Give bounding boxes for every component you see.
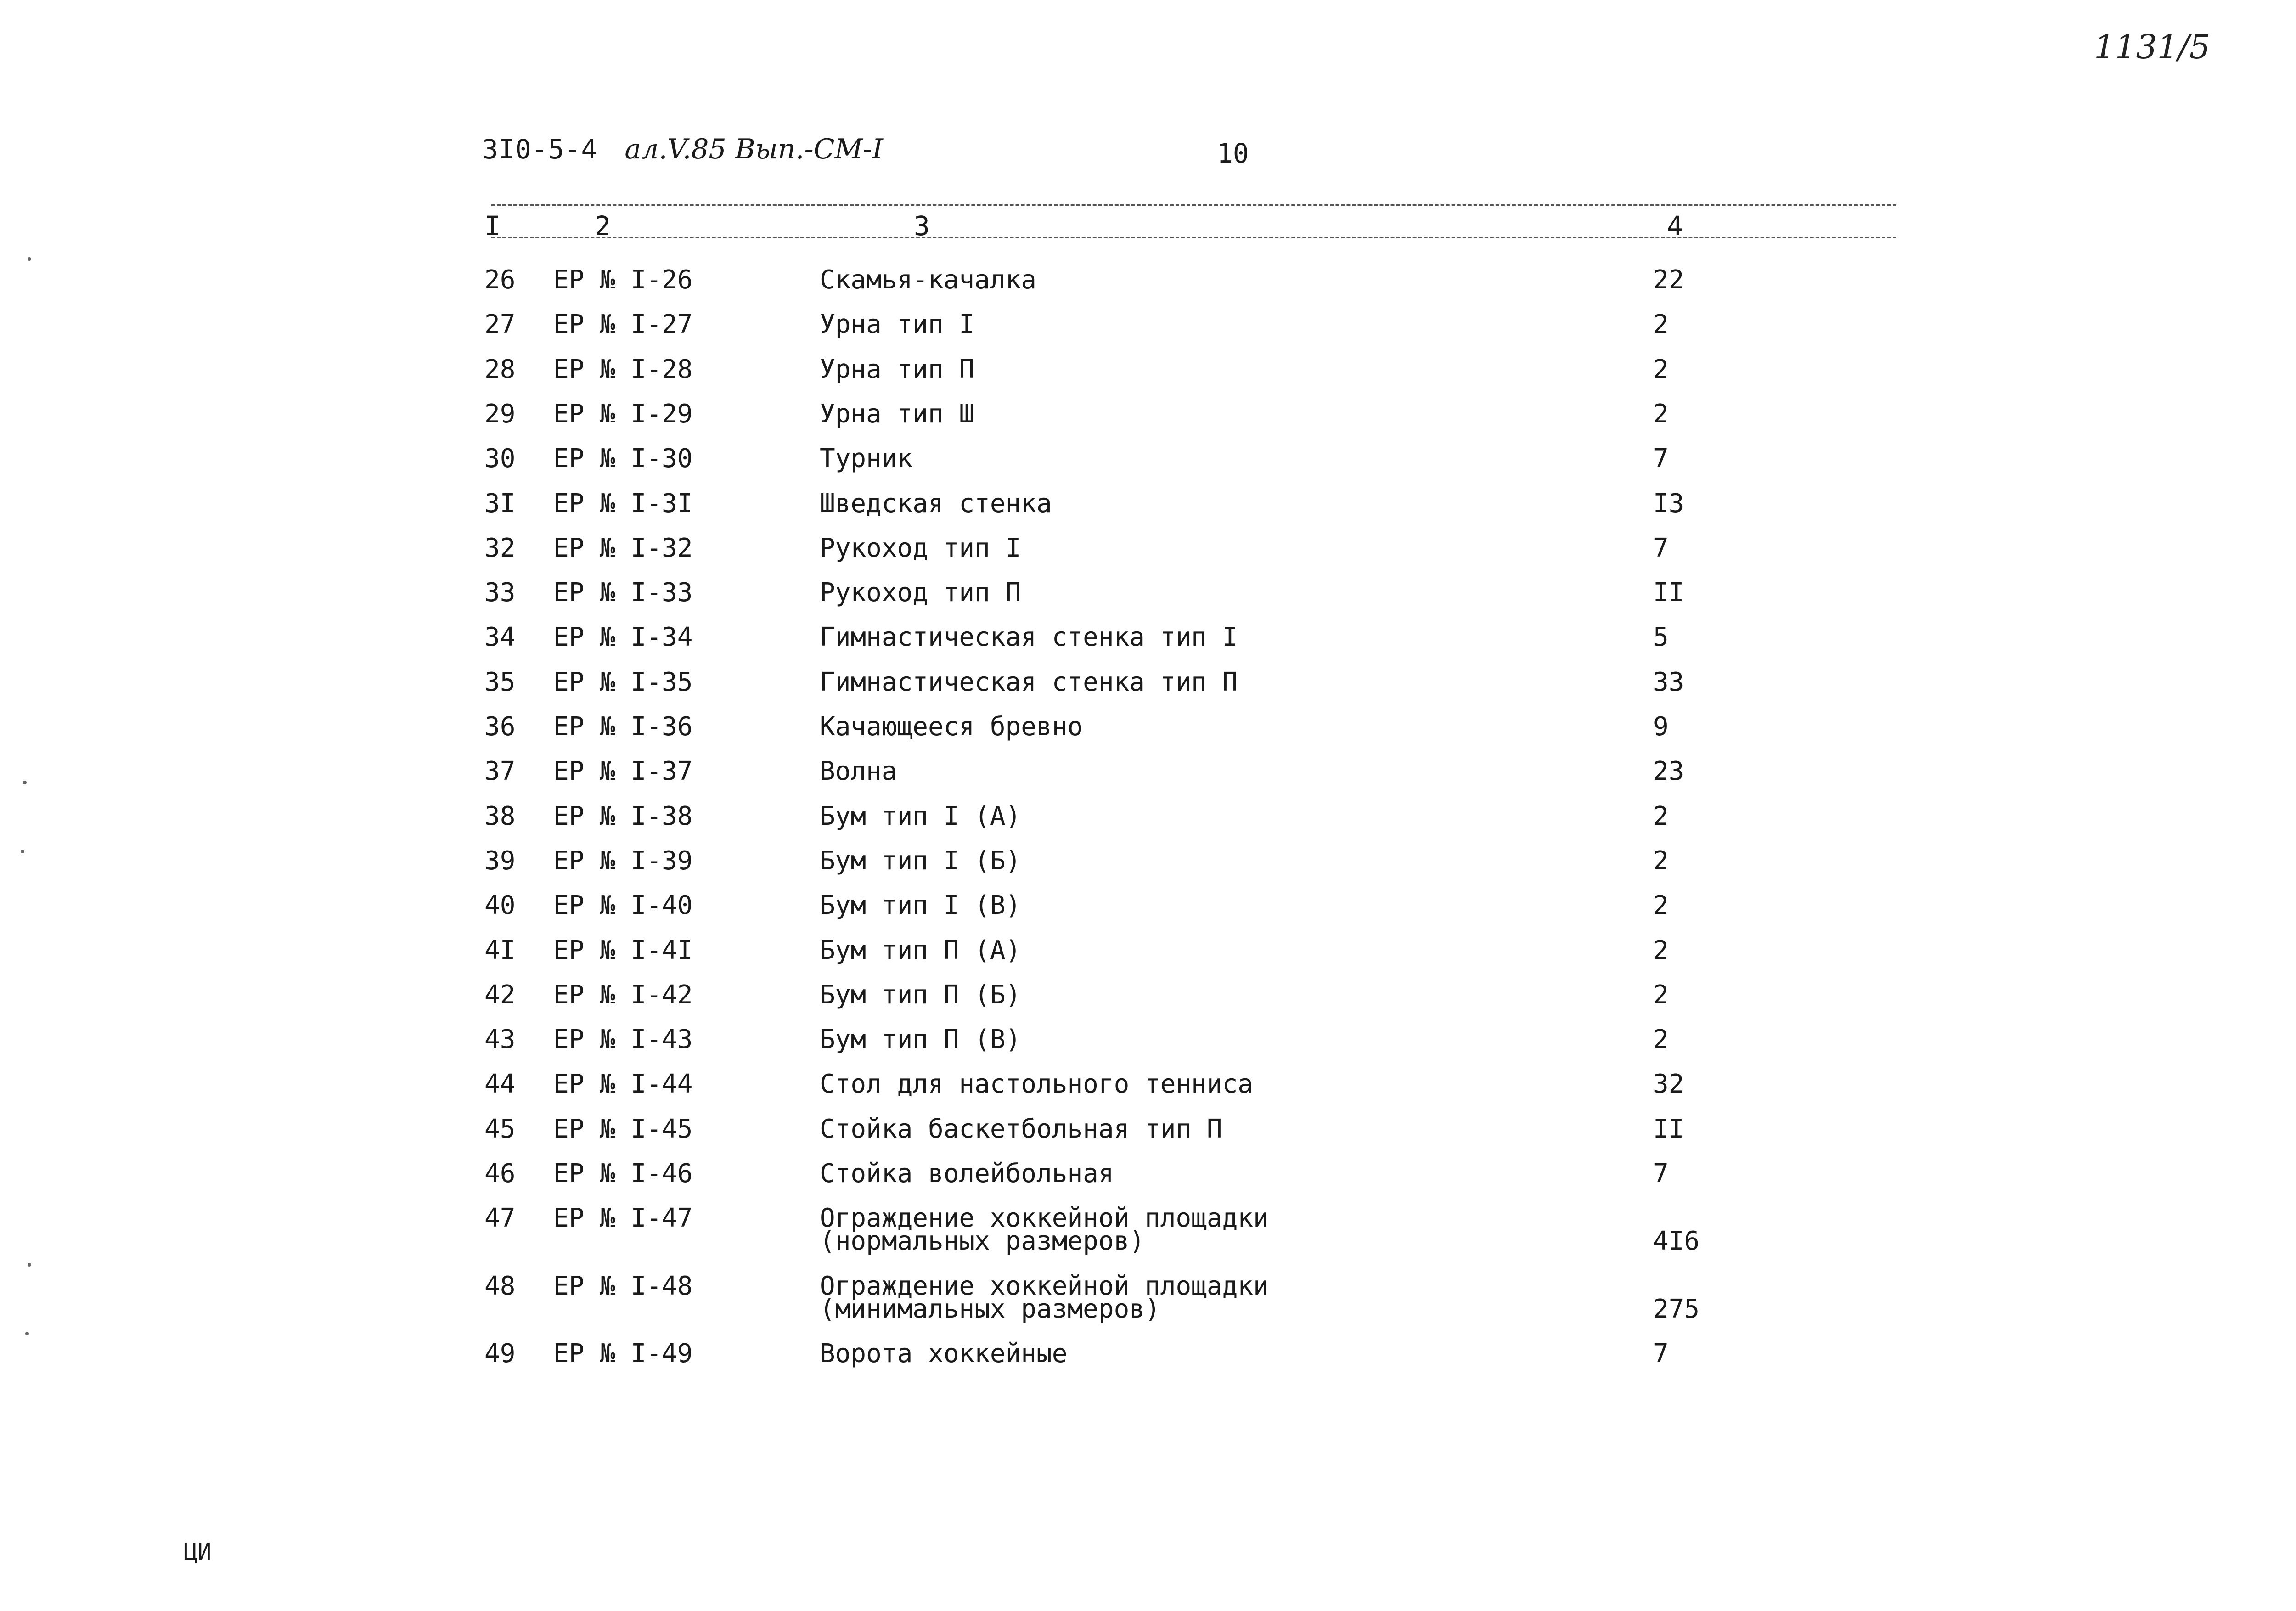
row-number: 32	[484, 533, 516, 563]
row-item-name-line: Ограждение хоккейной площадки	[820, 1203, 1269, 1234]
scan-speck	[28, 257, 31, 261]
row-item-name	[820, 801, 1021, 831]
row-item-name-line: Гимнастическая стенка тип I	[820, 622, 1238, 653]
row-number: 26	[484, 265, 516, 295]
row-item-name-line: Урна тип I	[820, 310, 975, 340]
row-quantity: 2	[1653, 980, 1669, 1010]
column-header-3: 3	[914, 210, 930, 242]
corner-handwritten-mark: 1131/5	[2094, 28, 2211, 66]
row-document-code: ЕР № I-37	[553, 756, 693, 787]
row-number: 3I	[484, 488, 516, 518]
row-document-code: ЕР № I-36	[553, 712, 693, 742]
row-number: 43	[484, 1025, 516, 1055]
row-item-name	[820, 1203, 1269, 1256]
row-item-name-line: Урна тип П	[820, 354, 975, 384]
handwritten-reference: ал.V.85 Вып.-СМ-I	[625, 133, 884, 165]
row-document-code: ЕР № I-45	[553, 1114, 693, 1144]
row-document-code: ЕР № I-44	[553, 1069, 693, 1099]
row-document-code: ЕР № I-26	[553, 265, 693, 295]
row-quantity: 7	[1653, 533, 1669, 563]
row-item-name-line: Рукоход тип П	[820, 578, 1021, 608]
row-number: 30	[484, 444, 516, 474]
table-header-bottom-rule	[491, 237, 1896, 238]
row-quantity: 32	[1653, 1069, 1684, 1099]
row-quantity: 2	[1653, 399, 1669, 429]
row-document-code: ЕР № I-32	[553, 533, 693, 563]
row-quantity: 33	[1653, 667, 1684, 697]
page-number: 10	[1217, 138, 1249, 169]
row-number: 44	[484, 1069, 516, 1099]
row-document-code: ЕР № I-42	[553, 980, 693, 1010]
scan-speck	[21, 850, 24, 853]
row-item-name	[820, 399, 975, 429]
column-header-1: I	[484, 210, 501, 242]
scan-speck	[23, 781, 27, 784]
row-item-name	[820, 578, 1021, 608]
row-item-name-line: Ограждение хоккейной площадки	[820, 1271, 1269, 1301]
row-number: 28	[484, 354, 516, 384]
column-header-4: 4	[1667, 210, 1683, 242]
row-document-code: ЕР № I-40	[553, 890, 693, 921]
row-quantity: 2	[1653, 1025, 1669, 1055]
row-quantity: II	[1653, 578, 1684, 608]
row-quantity: 2	[1653, 310, 1669, 340]
row-item-name-line: Шведская стенка	[820, 488, 1052, 518]
row-document-code: ЕР № I-46	[553, 1159, 693, 1189]
row-item-name-line: Стол для настольного тенниса	[820, 1069, 1254, 1099]
row-item-name	[820, 845, 1021, 876]
row-item-name-line: Бум тип I (Б)	[820, 845, 1021, 876]
row-number: 27	[484, 310, 516, 340]
row-quantity: 23	[1653, 756, 1684, 787]
row-item-name-line: Рукоход тип I	[820, 533, 1021, 563]
scan-speck	[25, 1332, 29, 1335]
row-number: 33	[484, 578, 516, 608]
row-document-code: ЕР № I-38	[553, 801, 693, 831]
row-number: 34	[484, 622, 516, 653]
column-header-2: 2	[595, 210, 611, 242]
row-number: 42	[484, 980, 516, 1010]
row-item-name	[820, 1114, 1222, 1144]
row-number: 48	[484, 1271, 516, 1301]
row-item-name-line: Урна тип Ш	[820, 399, 975, 429]
row-quantity: I3	[1653, 488, 1684, 518]
row-item-name	[820, 1025, 1021, 1055]
row-quantity: 2	[1653, 845, 1669, 876]
row-number: 47	[484, 1203, 516, 1234]
row-quantity: 2	[1653, 935, 1669, 965]
row-item-name-line: Волна	[820, 756, 897, 787]
row-item-name-line: Ворота хоккейные	[820, 1338, 1068, 1369]
row-item-name	[820, 935, 1021, 965]
row-document-code: ЕР № I-30	[553, 444, 693, 474]
row-number: 36	[484, 712, 516, 742]
document-header	[482, 133, 883, 165]
row-item-name	[820, 622, 1238, 653]
row-number: 4I	[484, 935, 516, 965]
row-item-name-line: (нормальных размеров)	[820, 1226, 1145, 1256]
row-item-name	[820, 890, 1021, 921]
row-document-code: ЕР № I-43	[553, 1025, 693, 1055]
table-header-top-rule	[491, 204, 1896, 206]
row-quantity: 22	[1653, 265, 1684, 295]
row-number: 40	[484, 890, 516, 921]
row-quantity: 2	[1653, 890, 1669, 921]
row-document-code: ЕР № I-3I	[553, 488, 693, 518]
row-quantity: 2	[1653, 354, 1669, 384]
row-document-code: ЕР № I-49	[553, 1338, 693, 1369]
row-item-name	[820, 1159, 1114, 1189]
row-quantity: 7	[1653, 1159, 1669, 1189]
row-item-name	[820, 1338, 1068, 1369]
row-quantity: 5	[1653, 622, 1669, 653]
row-number: 39	[484, 845, 516, 876]
row-document-code: ЕР № I-28	[553, 354, 693, 384]
row-number: 38	[484, 801, 516, 831]
row-item-name	[820, 444, 913, 474]
row-item-name	[820, 310, 975, 340]
row-number: 35	[484, 667, 516, 697]
row-number: 37	[484, 756, 516, 787]
row-quantity: 9	[1653, 712, 1669, 742]
row-item-name-line: Стойка волейбольная	[820, 1159, 1114, 1189]
row-quantity: 7	[1653, 444, 1669, 474]
document-code: 3I0-5-4	[482, 134, 598, 165]
row-item-name	[820, 533, 1021, 563]
row-item-name	[820, 756, 897, 787]
row-item-name	[820, 980, 1021, 1010]
row-document-code: ЕР № I-34	[553, 622, 693, 653]
row-quantity: 4I6	[1653, 1226, 1700, 1256]
row-item-name-line: Бум тип I (А)	[820, 801, 1021, 831]
row-item-name	[820, 1271, 1269, 1324]
scan-speck	[28, 1263, 31, 1267]
row-document-code: ЕР № I-33	[553, 578, 693, 608]
row-number: 49	[484, 1338, 516, 1369]
row-item-name-line: Бум тип П (Б)	[820, 980, 1021, 1010]
row-item-name-line: Гимнастическая стенка тип П	[820, 667, 1238, 697]
row-item-name	[820, 712, 1083, 742]
row-document-code: ЕР № I-4I	[553, 935, 693, 965]
row-document-code: ЕР № I-27	[553, 310, 693, 340]
row-item-name-line: Скамья-качалка	[820, 265, 1037, 295]
row-document-code: ЕР № I-47	[553, 1203, 693, 1234]
row-quantity: II	[1653, 1114, 1684, 1144]
row-quantity: 7	[1653, 1338, 1669, 1369]
row-item-name-line: Бум тип П (В)	[820, 1025, 1021, 1055]
row-document-code: ЕР № I-29	[553, 399, 693, 429]
footer-mark: ЦИ	[184, 1538, 212, 1565]
row-quantity: 275	[1653, 1294, 1700, 1324]
row-item-name-line: Стойка баскетбольная тип П	[820, 1114, 1222, 1144]
row-item-name-line: (минимальных размеров)	[820, 1294, 1160, 1324]
row-number: 45	[484, 1114, 516, 1144]
row-item-name	[820, 354, 975, 384]
row-number: 29	[484, 399, 516, 429]
row-document-code: ЕР № I-48	[553, 1271, 693, 1301]
row-document-code: ЕР № I-39	[553, 845, 693, 876]
row-item-name	[820, 265, 1037, 295]
row-item-name	[820, 667, 1238, 697]
row-quantity: 2	[1653, 801, 1669, 831]
row-item-name-line: Бум тип П (А)	[820, 935, 1021, 965]
row-item-name	[820, 1069, 1254, 1099]
row-number: 46	[484, 1159, 516, 1189]
row-item-name-line: Бум тип I (В)	[820, 890, 1021, 921]
row-document-code: ЕР № I-35	[553, 667, 693, 697]
row-item-name-line: Качающееся бревно	[820, 712, 1083, 742]
row-item-name	[820, 488, 1052, 518]
row-item-name-line: Турник	[820, 444, 913, 474]
